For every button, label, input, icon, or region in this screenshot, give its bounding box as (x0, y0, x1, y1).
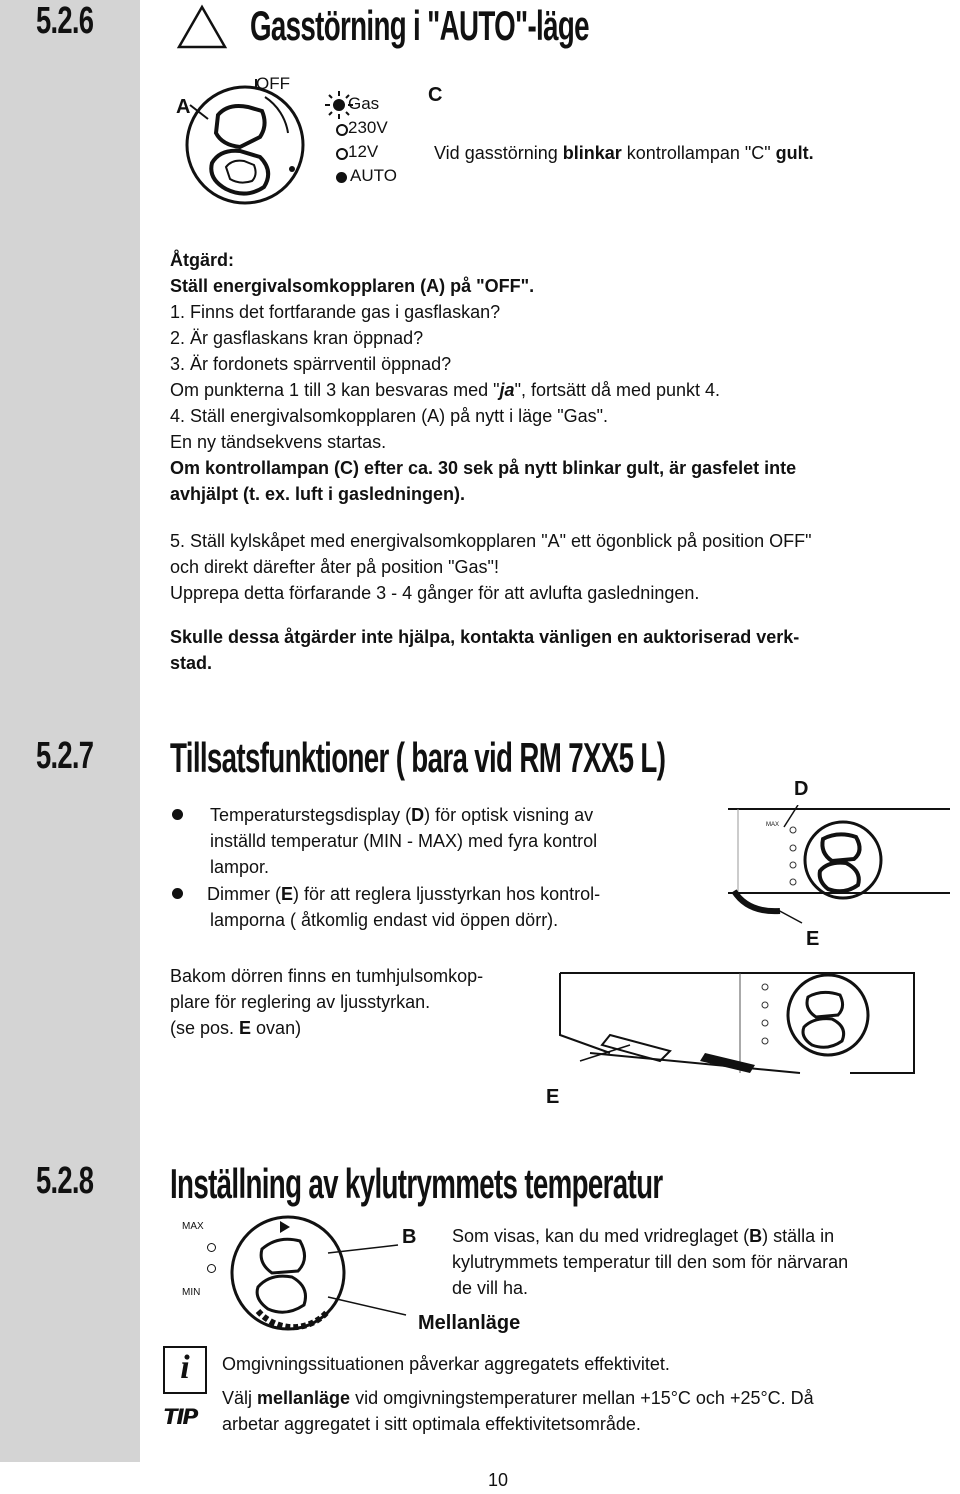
step-4: 4. Ställ energivalsomkopplaren (A) på nytt i läge "Gas". (170, 406, 608, 426)
mellanlage-label: Mellanläge (418, 1312, 521, 1334)
min-label: MIN (182, 1287, 201, 1298)
knob-line-1 (452, 1223, 848, 1249)
section-title-528: Inställning av kylutrymmets temperatur (170, 1160, 663, 1207)
lamp-12v-icon (336, 148, 348, 160)
knob-bold: B (749, 1226, 763, 1246)
bullet-2 (207, 881, 600, 933)
b1-bold: D (411, 805, 425, 825)
action-line: Ställ energivalsomkopplaren (A) på "OFF". (170, 276, 535, 296)
display-max-label: MAX (766, 822, 780, 828)
warning-line-2: avhjälpt (t. ex. luft i gasledningen). (170, 484, 466, 504)
final-line-2: stad. (170, 653, 213, 673)
max-label: MAX (182, 1221, 204, 1232)
if-pre: Om punkterna 1 till 3 kan besvaras med " (170, 380, 500, 400)
warning-triangle-icon (176, 4, 228, 50)
action-block (170, 247, 796, 507)
section-number-528: 5.2.8 (36, 1160, 94, 1202)
lamp-icon (207, 1264, 216, 1273)
tip-line-1: Omgivningssituationen påverkar aggregatets effektivitet. (222, 1354, 670, 1374)
b1-post: ) för optisk visning av (424, 805, 594, 825)
step-5-line-3: Upprepa detta förfarande 3 - 4 gånger för att avlufta gasledningen. (170, 583, 700, 603)
label-d: D (794, 778, 809, 800)
behind-line-3 (170, 1015, 483, 1041)
label-e-top: E (806, 928, 820, 950)
behind-bold: E (239, 1018, 252, 1038)
bullet-1 (210, 802, 597, 880)
behind-line-2: plare för reglering av ljusstyrkan. (170, 992, 431, 1012)
b2-bold: E (281, 884, 294, 904)
off-label: OFF (256, 74, 290, 93)
tip-line-2 (222, 1385, 814, 1411)
step-5-line-2: och direkt därefter åter på position "Gas"! (170, 557, 499, 577)
tip-pre: Välj (222, 1388, 258, 1408)
label-b: B (402, 1226, 417, 1248)
behind-pre: (se pos. (170, 1018, 240, 1038)
b2-pre: Dimmer ( (207, 884, 281, 904)
step-5-line-1: 5. Ställ kylskåpet med energivalsomkopplaren "A" ett ögonblick på position OFF" (170, 531, 812, 551)
caption-bold-1: blinkar (562, 143, 622, 163)
section-title-526: Gasstörning i "AUTO"-läge (250, 2, 589, 49)
step-4b: En ny tändsekvens startas. (170, 432, 387, 452)
tip-text (222, 1351, 814, 1437)
knob-line-3: de vill ha. (452, 1278, 529, 1298)
step-1: 1. Finns det fortfarande gas i gasflaskan? (170, 302, 501, 322)
caption-text-1: Vid gasstörning (434, 143, 563, 163)
lamp-230v-icon (336, 124, 348, 136)
mode-12v: 12V (348, 142, 379, 161)
gray-sidebar (0, 0, 140, 1462)
knob-text (452, 1223, 848, 1301)
bullet-2-line-1 (207, 881, 600, 907)
dimmer-illustration (550, 965, 920, 1085)
warning-line-1: Om kontrollampan (C) efter ca. 30 sek på nytt blinkar gult, är gasfelet inte (170, 458, 797, 478)
bullet-1-line-1 (210, 802, 597, 828)
caption-526 (434, 140, 814, 166)
section-number-526: 5.2.6 (36, 0, 94, 42)
mode-gas: Gas (348, 94, 380, 113)
action-heading: Åtgärd: (170, 250, 234, 270)
knob-pre: Som visas, kan du med vridreglaget ( (452, 1226, 750, 1246)
section-title-527: Tillsatsfunktioner ( bara vid RM 7XX5 L) (170, 734, 666, 781)
behind-line-1: Bakom dörren finns en tumhjulsomkop- (170, 966, 484, 986)
bullet-2-line-2: lamporna ( åtkomlig endast vid öppen dörr). (210, 910, 559, 930)
tip-bold: mellanläge (257, 1388, 351, 1408)
if-post: ", fortsätt då med punkt 4. (514, 380, 721, 400)
knob-line-2: kylutrymmets temperatur till den som för närvaran (452, 1252, 849, 1272)
caption-text-2: kontrollampan "C" (621, 143, 776, 163)
b1-pre: Temperaturstegsdisplay ( (210, 805, 412, 825)
label-c: C (428, 84, 443, 106)
b2-post: ) för att reglera ljusstyrkan hos kontrol- (293, 884, 601, 904)
bullet-1-line-2: inställd temperatur (MIN - MAX) med fyra kontrol (210, 831, 598, 851)
behind-door-text (170, 963, 483, 1041)
label-e-bottom: E (546, 1086, 560, 1108)
behind-post: ovan) (251, 1018, 302, 1038)
mode-auto: AUTO (350, 166, 397, 185)
bullet-icon (172, 888, 183, 899)
label-a: A (176, 96, 191, 118)
final-note (170, 624, 799, 676)
if-line (170, 377, 796, 403)
final-line-1: Skulle dessa åtgärder inte hjälpa, kontakta vänligen en auktoriserad verk- (170, 627, 800, 647)
tip-post: vid omgivningstemperaturer mellan +15°C och +25°C. Då (350, 1388, 814, 1408)
knob-post: ) ställa in (762, 1226, 835, 1246)
lamp-auto-icon (336, 172, 347, 183)
bullet-1-line-3: lampor. (210, 857, 270, 877)
tip-label: TIP (163, 1404, 198, 1429)
mode-230v: 230V (348, 118, 388, 137)
temperature-knob-illustration (228, 1215, 418, 1340)
step-5-block (170, 528, 812, 606)
step-3: 3. Är fordonets spärrventil öppnad? (170, 354, 452, 374)
lamp-icon (207, 1243, 216, 1252)
temperature-display-illustration (728, 805, 950, 925)
if-ja: ja (499, 380, 515, 400)
section-number-527: 5.2.7 (36, 735, 94, 777)
info-letter: i (180, 1349, 190, 1386)
page-number: 10 (488, 1470, 509, 1490)
caption-bold-2: gult. (775, 143, 814, 163)
step-2: 2. Är gasflaskans kran öppnad? (170, 328, 424, 348)
bullet-icon (172, 809, 183, 820)
tip-line-3: arbetar aggregatet i sitt optimala effektivitetsområde. (222, 1414, 641, 1434)
